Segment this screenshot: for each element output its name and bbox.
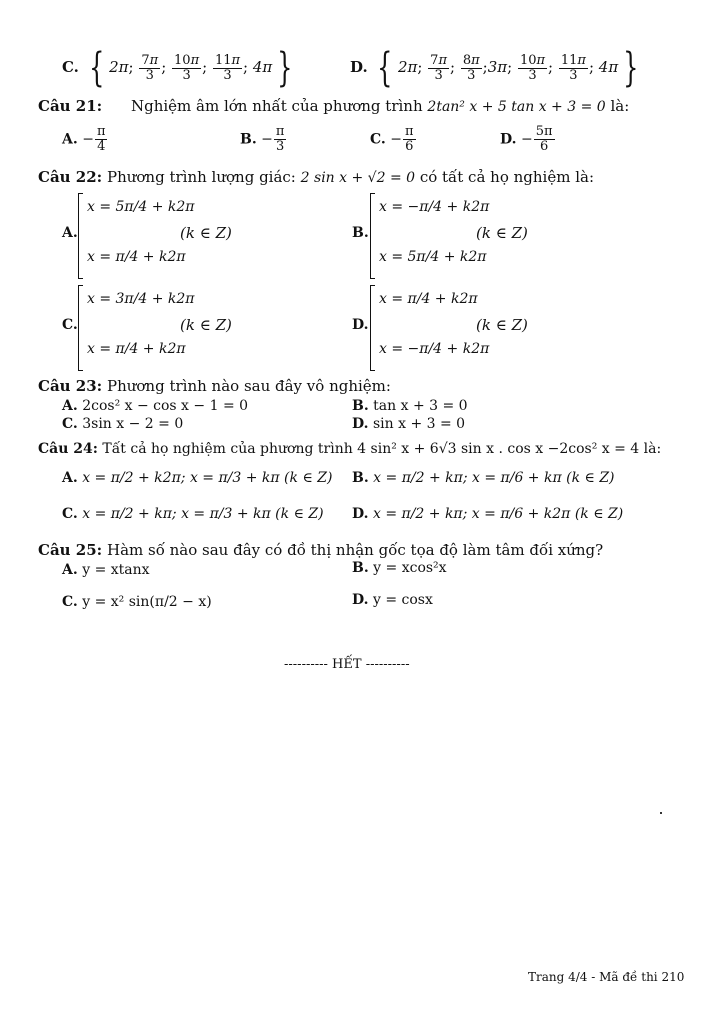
q22-stem: Câu 22: Phương trình lượng giác: 2 sin x + √2 = 0 có tất cả họ nghiệm là: [38,168,594,186]
q25-option-d: D. y = cosx [352,592,433,608]
q22-option-d-label: D. [352,317,369,333]
q22-option-d: x = π/4 + k2π x = −π/4 + k2π [370,285,480,371]
q23-option-a: A. 2cos² x − cos x − 1 = 0 [62,398,249,414]
q22-option-b-label: B. [352,225,369,241]
question-number: Câu 22: [38,168,103,186]
page-footer: Trang 4/4 - Mã đề thi 210 [528,970,685,984]
q22-c-kz: (k ∈ Z) [180,316,232,334]
q21-option-b: B. − $\frac{\pi}{3}$ [240,124,285,154]
q22-option-c: x = 3π/4 + k2π x = π/4 + k2π [78,285,188,371]
q24-stem [38,440,661,458]
q24-option-d: D. x = π/2 + kπ; x = π/6 + k2π (k ∈ Z) [352,506,624,522]
q24-option-b: B. x = π/2 + kπ; x = π/6 + kπ (k ∈ Z) [352,470,615,486]
q21-option-a: A. − $\frac{\pi}{4}$ [62,124,106,154]
question-number: Câu 25: [38,541,103,559]
q20-option-c: C. { 2π; $\frac{7\pi}{3}$ ; $\frac{10\pi}{3}$ ; $\frac{11\pi}{3}$ ; 4π } [62,45,293,91]
q25-option-a: A. y = xtanx [62,562,150,578]
q25-option-c: C. y = x² sin(π/2 − x) [62,594,212,610]
q22-option-a-label: A. [62,225,78,241]
q25-option-b: B. y = xcos²x [352,560,447,576]
q22-option-c-label: C. [62,317,78,333]
question-text: Phương trình nào sau đây vô nghiệm: [106,377,391,395]
q22-a-kz: (k ∈ Z) [180,224,232,242]
question-number: Câu 24: [38,441,98,457]
q23-option-b: B. tan x + 3 = 0 [352,398,468,414]
end-mark: ---------- HẾT ---------- [284,657,410,672]
question-equation: 2 sin x + √2 = 0 [300,170,416,186]
question-text: Tất cả họ nghiệm của phương trình 4 sin² x + 6√3 sin x . cos x −2cos² x = 4 là: [102,441,662,457]
q23-option-d: D. sin x + 3 = 0 [352,416,466,432]
question-number: Câu 23: [38,377,103,395]
question-text: Hàm số nào sau đây có đồ thị nhận gốc tọa độ làm tâm đối xứng? [106,541,604,559]
option-label: C. [62,58,79,76]
q22-option-a: x = 5π/4 + k2π x = π/4 + k2π [78,193,188,279]
question-text: Nghiệm âm lớn nhất của phương trình [130,97,423,115]
q20-option-d: D. { 2π; $\frac{7\pi}{3}$ ; $\frac{8\pi}{3}$ ;3π; $\frac{10\pi}{3}$ ; $\frac{11\pi}{3}$ ; 4π } [350,45,639,91]
question-number: Câu 21: [38,97,103,115]
q24-option-a: A. x = π/2 + k2π; x = π/3 + kπ (k ∈ Z) [62,470,333,486]
q22-b-kz: (k ∈ Z) [476,224,528,242]
q23-stem [38,377,391,395]
q22-option-b: x = −π/4 + k2π x = 5π/4 + k2π [370,193,480,279]
question-equation: 2tan² x + 5 tan x + 3 = 0 [427,99,606,115]
q21-option-d: D. − $\frac{5\pi}{6}$ [500,124,553,154]
q21-option-c: C. − $\frac{\pi}{6}$ [370,124,414,154]
q25-stem [38,541,603,559]
speck [660,812,662,814]
option-label: D. [350,58,368,76]
q22-d-kz: (k ∈ Z) [476,316,528,334]
question-text: Phương trình lượng giác: [106,168,296,186]
q24-option-c: C. x = π/2 + kπ; x = π/3 + kπ (k ∈ Z) [62,506,324,522]
q23-option-c: C. 3sin x − 2 = 0 [62,416,184,432]
q21-stem: Câu 21: Nghiệm âm lớn nhất của phương trình 2tan² x + 5 tan x + 3 = 0 là: [38,97,630,115]
